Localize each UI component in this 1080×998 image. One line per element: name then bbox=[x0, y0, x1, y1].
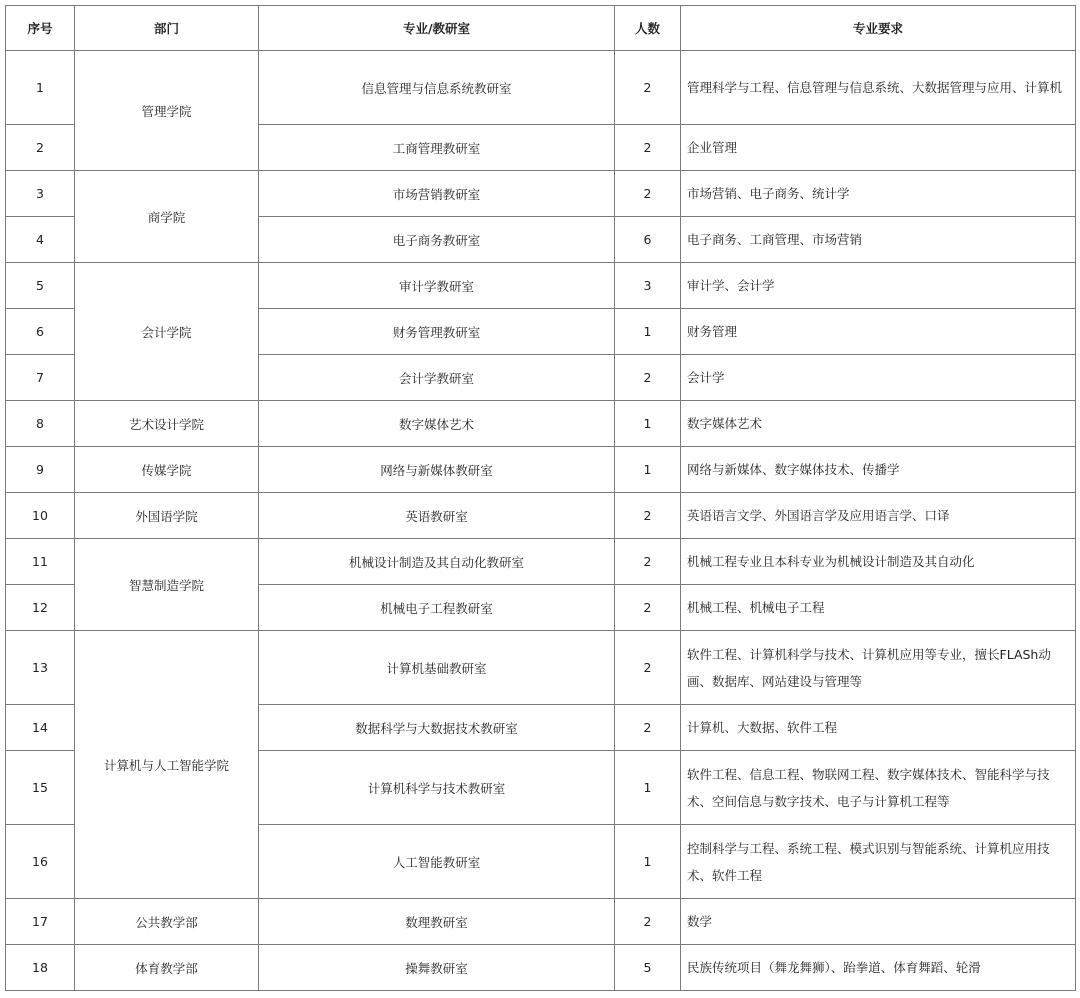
table-row bbox=[6, 631, 1076, 705]
office-name: 机械设计制造及其自动化教研室 bbox=[259, 539, 615, 585]
major-requirement: 机械工程专业且本科专业为机械设计制造及其自动化 bbox=[681, 539, 1076, 585]
office-name: 工商管理教研室 bbox=[259, 125, 615, 171]
major-requirement: 软件工程、信息工程、物联网工程、数字媒体技术、智能科学与技术、空间信息与数字技术、电子与计算机工程等 bbox=[681, 751, 1076, 825]
office-name: 财务管理教研室 bbox=[259, 309, 615, 355]
row-number: 13 bbox=[6, 631, 75, 705]
office-name: 人工智能教研室 bbox=[259, 825, 615, 899]
major-requirement: 数字媒体艺术 bbox=[681, 401, 1076, 447]
major-requirement: 网络与新媒体、数字媒体技术、传播学 bbox=[681, 447, 1076, 493]
major-requirement: 控制科学与工程、系统工程、模式识别与智能系统、计算机应用技术、软件工程 bbox=[681, 825, 1076, 899]
table-row bbox=[6, 171, 1076, 217]
major-requirement: 企业管理 bbox=[681, 125, 1076, 171]
department-name: 计算机与人工智能学院 bbox=[75, 631, 259, 899]
department-name: 智慧制造学院 bbox=[75, 539, 259, 631]
header-row bbox=[6, 6, 1076, 51]
row-number: 6 bbox=[6, 309, 75, 355]
major-requirement: 会计学 bbox=[681, 355, 1076, 401]
row-number: 15 bbox=[6, 751, 75, 825]
header-count: 人数 bbox=[615, 6, 681, 51]
office-name: 英语教研室 bbox=[259, 493, 615, 539]
headcount: 2 bbox=[615, 51, 681, 125]
major-requirement: 市场营销、电子商务、统计学 bbox=[681, 171, 1076, 217]
office-name: 机械电子工程教研室 bbox=[259, 585, 615, 631]
office-name: 电子商务教研室 bbox=[259, 217, 615, 263]
row-number: 10 bbox=[6, 493, 75, 539]
office-name: 计算机科学与技术教研室 bbox=[259, 751, 615, 825]
table-row bbox=[6, 899, 1076, 945]
headcount: 2 bbox=[615, 585, 681, 631]
major-requirement: 电子商务、工商管理、市场营销 bbox=[681, 217, 1076, 263]
row-number: 5 bbox=[6, 263, 75, 309]
headcount: 1 bbox=[615, 751, 681, 825]
headcount: 1 bbox=[615, 447, 681, 493]
row-number: 18 bbox=[6, 945, 75, 991]
header-office: 专业/教研室 bbox=[259, 6, 615, 51]
headcount: 2 bbox=[615, 493, 681, 539]
department-name: 传媒学院 bbox=[75, 447, 259, 493]
headcount: 2 bbox=[615, 539, 681, 585]
row-number: 17 bbox=[6, 899, 75, 945]
header-department: 部门 bbox=[75, 6, 259, 51]
table-row bbox=[6, 539, 1076, 585]
office-name: 市场营销教研室 bbox=[259, 171, 615, 217]
table-body bbox=[6, 51, 1076, 991]
row-number: 3 bbox=[6, 171, 75, 217]
row-number: 12 bbox=[6, 585, 75, 631]
headcount: 2 bbox=[615, 705, 681, 751]
table-row bbox=[6, 401, 1076, 447]
headcount: 2 bbox=[615, 125, 681, 171]
row-number: 1 bbox=[6, 51, 75, 125]
table-row bbox=[6, 447, 1076, 493]
major-requirement: 财务管理 bbox=[681, 309, 1076, 355]
row-number: 11 bbox=[6, 539, 75, 585]
headcount: 2 bbox=[615, 631, 681, 705]
major-requirement: 英语语言文学、外国语言学及应用语言学、口译 bbox=[681, 493, 1076, 539]
row-number: 4 bbox=[6, 217, 75, 263]
major-requirement: 数学 bbox=[681, 899, 1076, 945]
table-row bbox=[6, 493, 1076, 539]
department-name: 公共教学部 bbox=[75, 899, 259, 945]
table-row bbox=[6, 945, 1076, 991]
headcount: 6 bbox=[615, 217, 681, 263]
office-name: 数字媒体艺术 bbox=[259, 401, 615, 447]
office-name: 审计学教研室 bbox=[259, 263, 615, 309]
major-requirement: 审计学、会计学 bbox=[681, 263, 1076, 309]
major-requirement: 计算机、大数据、软件工程 bbox=[681, 705, 1076, 751]
header-requirement: 专业要求 bbox=[681, 6, 1076, 51]
office-name: 数据科学与大数据技术教研室 bbox=[259, 705, 615, 751]
office-name: 会计学教研室 bbox=[259, 355, 615, 401]
table-row bbox=[6, 263, 1076, 309]
department-name: 商学院 bbox=[75, 171, 259, 263]
major-requirement: 民族传统项目（舞龙舞狮）、跆拳道、体育舞蹈、轮滑 bbox=[681, 945, 1076, 991]
department-name: 外国语学院 bbox=[75, 493, 259, 539]
department-name: 会计学院 bbox=[75, 263, 259, 401]
row-number: 14 bbox=[6, 705, 75, 751]
headcount: 1 bbox=[615, 309, 681, 355]
office-name: 信息管理与信息系统教研室 bbox=[259, 51, 615, 125]
headcount: 1 bbox=[615, 401, 681, 447]
row-number: 8 bbox=[6, 401, 75, 447]
major-requirement: 软件工程、计算机科学与技术、计算机应用等专业，擅长FLASh动画、数据库、网站建设与管理等 bbox=[681, 631, 1076, 705]
row-number: 16 bbox=[6, 825, 75, 899]
office-name: 计算机基础教研室 bbox=[259, 631, 615, 705]
office-name: 数理教研室 bbox=[259, 899, 615, 945]
row-number: 2 bbox=[6, 125, 75, 171]
major-requirement: 机械工程、机械电子工程 bbox=[681, 585, 1076, 631]
department-name: 管理学院 bbox=[75, 51, 259, 171]
major-requirement: 管理科学与工程、信息管理与信息系统、大数据管理与应用、计算机 bbox=[681, 51, 1076, 125]
row-number: 9 bbox=[6, 447, 75, 493]
headcount: 2 bbox=[615, 355, 681, 401]
headcount: 2 bbox=[615, 171, 681, 217]
recruitment-table bbox=[5, 5, 1076, 991]
headcount: 3 bbox=[615, 263, 681, 309]
table-row bbox=[6, 51, 1076, 125]
department-name: 体育教学部 bbox=[75, 945, 259, 991]
headcount: 2 bbox=[615, 899, 681, 945]
department-name: 艺术设计学院 bbox=[75, 401, 259, 447]
office-name: 网络与新媒体教研室 bbox=[259, 447, 615, 493]
office-name: 操舞教研室 bbox=[259, 945, 615, 991]
header-no: 序号 bbox=[6, 6, 75, 51]
headcount: 5 bbox=[615, 945, 681, 991]
headcount: 1 bbox=[615, 825, 681, 899]
row-number: 7 bbox=[6, 355, 75, 401]
